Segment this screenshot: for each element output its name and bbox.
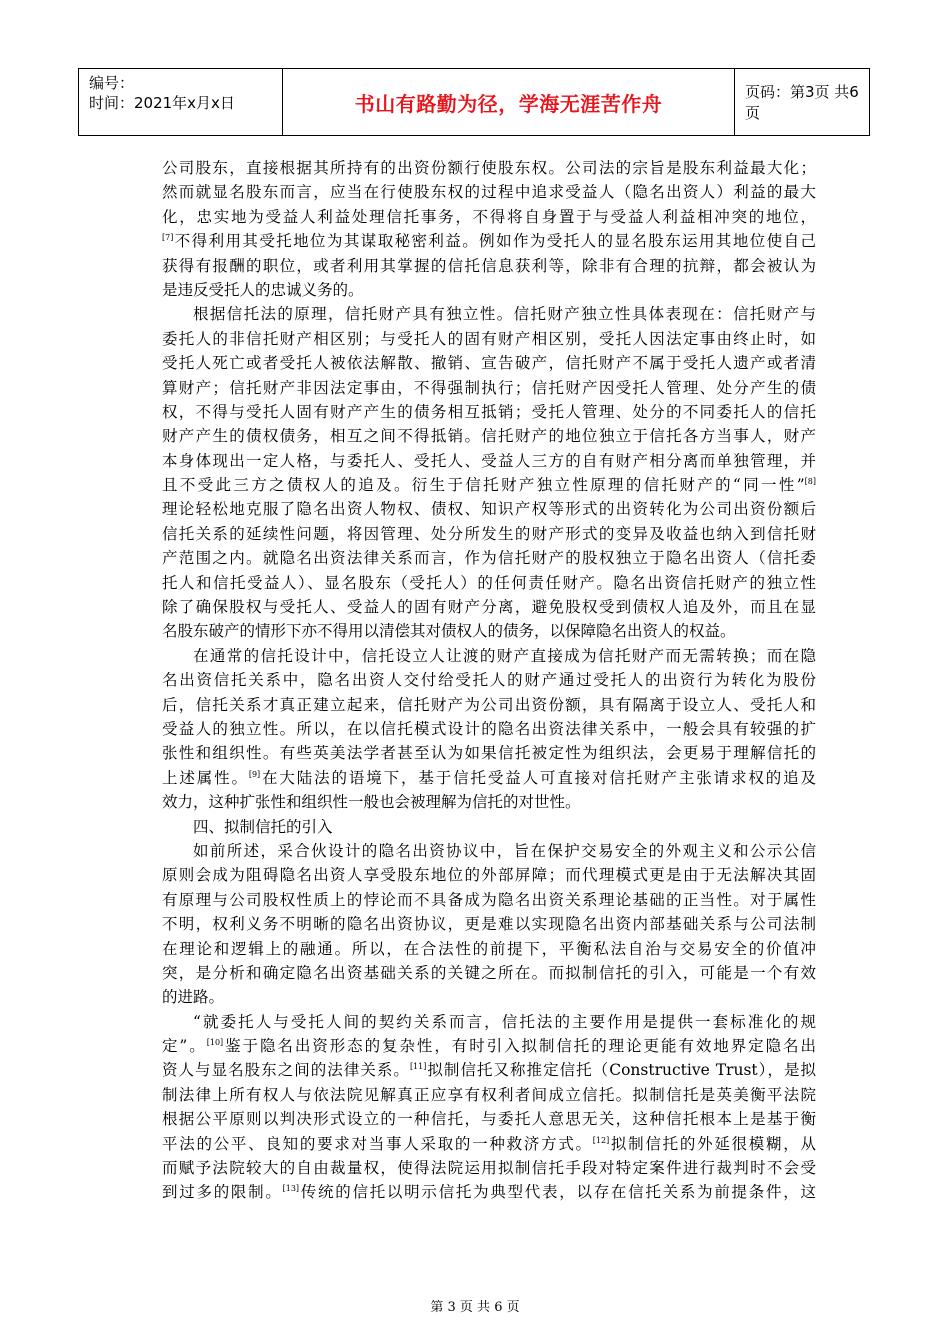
text-segment: 受益人的独立性。所以，在以信托模式设计的隐名出资法律关系中，一般会具有较强的扩 [162, 719, 816, 738]
text-segment: 财产产生的债权债务，相互之间不得抵销。信托财产的地位独立于信托各方当事人，财产 [162, 427, 816, 446]
text-line [162, 1180, 816, 1204]
text-line [162, 815, 816, 839]
text-segment: 有原理与公司股权性质上的悖论而不具备成为隐名出资关系理论基础的正当性。对于属性 [162, 890, 816, 909]
text-segment: 然而就显名股东而言，应当在行使股东权的过程中追求受益人（隐名出资人）利益的最大 [162, 183, 816, 202]
text-segment: 平法的公平、良知的要求对当事人采取的一种救济方式。 [162, 1134, 593, 1153]
text-segment: 资人与显名股东之间的法律关系。 [162, 1061, 410, 1080]
text-line [162, 1058, 816, 1082]
header-page-label: 页码：第3页 共6页 [745, 83, 859, 122]
text-line [162, 254, 816, 278]
text-line [162, 839, 816, 863]
text-line [162, 156, 816, 180]
text-line [162, 644, 816, 668]
text-segment: 算财产；信托财产非因法定事由，不得强制执行；信托财产因受托人管理、处分产生的债 [162, 378, 816, 397]
text-line [162, 912, 816, 936]
footnote-ref[interactable]: [10] [206, 1038, 224, 1048]
text-line [162, 205, 816, 229]
text-line [162, 229, 816, 253]
text-line [162, 937, 816, 961]
text-segment: 鉴于隐名出资形态的复杂性，有时引入拟制信托的理论更能有效地界定隐名出 [223, 1037, 816, 1056]
text-line [162, 985, 816, 1009]
text-line [162, 473, 816, 497]
text-segment: 根据公平原则以判决形式设立的一种信托，与委托人意思无关，这种信托根本上是基于衡 [162, 1110, 816, 1129]
text-line [162, 863, 816, 887]
text-segment: 上述属性。 [162, 768, 249, 787]
text-line [162, 571, 816, 595]
text-line [162, 766, 816, 790]
text-line [162, 1010, 816, 1034]
footnote-ref[interactable]: [13] [282, 1184, 300, 1194]
header-motto: 书山有路勤为径，学海无涯苦作舟 [283, 69, 735, 135]
text-line [162, 302, 816, 326]
text-segment: 委托人的非信托财产相区别；与受托人的固有财产相区别，受托人因法定事由终止时，如 [162, 329, 816, 348]
text-line [162, 424, 816, 448]
text-segment: 张性和组织性。有些英美法学者甚至认为如果信托被定性为组织法，会更易于理解信托的 [162, 744, 816, 763]
text-segment: 根据信托法的原理，信托财产具有独立性。信托财产独立性具体表现在：信托财产与 [193, 305, 816, 324]
text-segment: 效力，这种扩张性和组织性一般也会被理解为信托的对世性。 [162, 793, 581, 812]
text-segment: 托人和信托受益人）、显名股东（受托人）的任何责任财产。隐名出资信托财产的独立性 [162, 573, 816, 592]
text-segment: 如前所述，采合伙设计的隐名出资协议中，旨在保护交易安全的外观主义和公示公信 [193, 841, 816, 860]
text-segment: 化，忠实地为受益人利益处理信托事务，不得将自身置于与受益人利益相冲突的地位， [162, 207, 816, 226]
footnote-ref[interactable]: [12] [592, 1135, 610, 1145]
footnote-ref[interactable]: [11] [409, 1062, 427, 1072]
text-line [162, 180, 816, 204]
text-line [162, 1132, 816, 1156]
text-segment: 不明，权利义务不明晰的隐名出资协议，更是难以实现隐名出资内部基础关系与公司法制 [162, 915, 816, 934]
text-segment: 原则会成为阻碍隐名出资人享受股东地位的外部屏障；而代理模式更是由于无法解决其固 [162, 866, 816, 885]
text-line [162, 400, 816, 424]
text-segment: 定”。 [162, 1037, 207, 1056]
text-segment: 不得利用其受托地位为其谋取秘密利益。例如作为受托人的显名股东运用其地位使自己 [173, 232, 816, 251]
text-segment: 本身体现出一定人格，与委托人、受托人、受益人三方的自有财产相分离而单独管理，并 [162, 451, 816, 470]
text-segment: 名出资信托关系中，隐名出资人交付给受托人的财产通过受托人的出资行为转化为股份 [162, 671, 816, 690]
text-line [162, 693, 816, 717]
text-segment: 后，信托关系才真正建立起来，信托财产为公司出资份额，具有隔离于设立人、受托人和 [162, 695, 816, 714]
text-segment: 获得有报酬的职位，或者利用其掌握的信托信息获利等，除非有合理的抗辩，都会被认为 [162, 256, 816, 275]
text-line [162, 888, 816, 912]
text-line [162, 1083, 816, 1107]
text-line [162, 278, 816, 302]
text-line [162, 741, 816, 765]
text-line [162, 668, 816, 692]
text-line [162, 449, 816, 473]
text-segment: 拟制信托的外延很模糊，从 [609, 1134, 816, 1153]
text-segment: “就委托人与受托人间的契约关系而言，信托法的主要作用是提供一套标准化的规 [193, 1012, 816, 1031]
text-segment: 名股东破产的情形下亦不得用以清偿其对债权人的债务，以保障隐名出资人的权益。 [162, 622, 736, 641]
text-segment: 除了确保股权与受托人、受益人的固有财产分离，避免股权受到债权人追及外，而且在显 [162, 598, 816, 617]
text-line [162, 327, 816, 351]
text-line [162, 790, 816, 814]
text-line [162, 595, 816, 619]
text-line [162, 351, 816, 375]
page-footer: 第 3 页 共 6 页 [430, 1300, 520, 1315]
text-line [162, 1156, 816, 1180]
text-segment: 突，是分析和确定隐名出资基础关系的关键之所在。而拟制信托的引入，可能是一个有效 [162, 963, 816, 982]
text-segment: 四、拟制信托的引入 [193, 817, 333, 836]
text-line [162, 522, 816, 546]
text-line [162, 546, 816, 570]
text-segment: 在理论和逻辑上的融通。所以，在合法性的前提下，平衡私法自治与交易安全的价值冲 [162, 939, 816, 958]
footnote-ref[interactable]: [7] [162, 233, 174, 243]
footnote-ref[interactable]: [9] [248, 769, 261, 779]
text-line [162, 1107, 816, 1131]
text-segment: 是违反受托人的忠诚义务的。 [162, 280, 364, 299]
text-line [162, 497, 816, 521]
text-line [162, 961, 816, 985]
text-line [162, 376, 816, 400]
header-meta [79, 69, 283, 135]
text-segment: 信托关系的延续性问题，将因管理、处分所发生的财产形式的变异及收益也纳入到信托财 [162, 524, 816, 543]
page-header [78, 68, 870, 136]
text-segment: 而赋予法院较大的自由裁量权，使得法院运用拟制信托手段对特定案件进行裁判时不会受 [162, 1159, 816, 1178]
text-segment: 在大陆法的语境下，基于信托受益人可直接对信托财产主张请求权的追及 [260, 768, 816, 787]
text-segment: 在通常的信托设计中，信托设立人让渡的财产直接成为信托财产而无需转换；而在隐 [193, 646, 816, 665]
text-line [162, 717, 816, 741]
text-line [162, 619, 816, 643]
text-segment: 制法律上所有权人与依法院见解真正应享有权利者间成立信托。拟制信托是英美衡平法院 [162, 1085, 816, 1104]
text-segment: 产范围之内。就隐名出资法律关系而言，作为信托财产的股权独立于隐名出资人（信托委 [162, 549, 816, 568]
text-segment: 到过多的限制。 [162, 1183, 283, 1202]
text-segment: 公司股东，直接根据其所持有的出资份额行使股东权。公司法的宗旨是股东利益最大化； [162, 159, 816, 177]
text-segment: 传统的信托以明示信托为典型代表，以存在信托关系为前提条件，这 [299, 1183, 816, 1202]
footnote-ref[interactable]: [8] [804, 477, 816, 487]
document-number-label: 编号： [89, 74, 135, 92]
document-body [162, 156, 816, 1205]
text-line [162, 1034, 816, 1058]
text-segment: 拟制信托又称推定信托（Constructive Trust），是拟 [426, 1061, 816, 1080]
text-segment: 受托人死亡或者受托人被依法解散、撤销、宣告破产，信托财产不属于受托人遗产或者清 [162, 354, 816, 373]
text-segment: 的进路。 [162, 988, 225, 1007]
text-segment: 权，不得与受托人固有财产产生的债务相互抵销；受托人管理、处分的不同委托人的信托 [162, 402, 816, 421]
document-date-label: 时间：2021年x月x日 [89, 94, 235, 112]
text-segment: 理论轻松地克服了隐名出资人物权、债权、知识产权等形式的出资转化为公司出资份额后 [162, 500, 816, 519]
text-segment: 且不受此三方之债权人的追及。衍生于信托财产独立性原理的信托财产的“同一性” [162, 476, 805, 495]
